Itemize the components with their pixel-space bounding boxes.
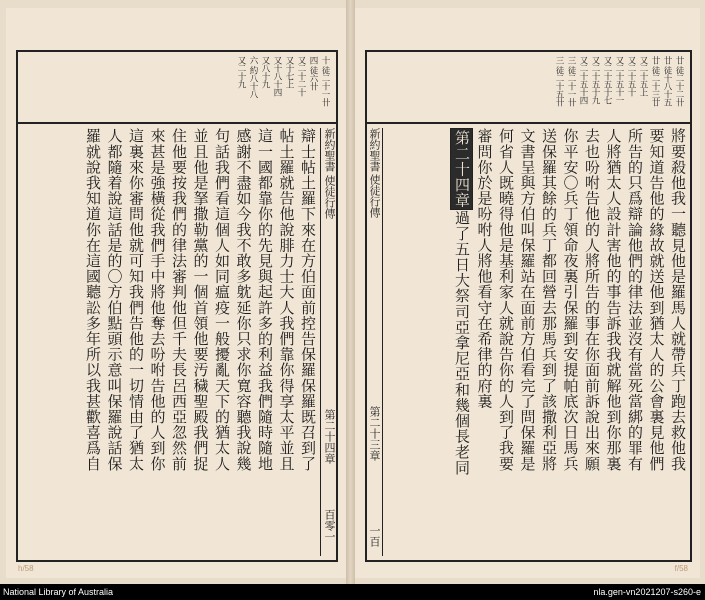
margin-note: 又十八十四 [272,56,282,96]
right-margin-notes [367,52,690,124]
book-name: 使徒行傳 [368,174,381,219]
text-column: 何省人既曉得他是基利家人就說告你的人到了我要 [497,128,515,472]
text-column: 送保羅其餘的兵丁都回營去那馬兵到了該撒利亞將 [540,128,558,472]
text-column: 第二十四章過了五日大祭司亞拿尼亞和幾個長老同 [450,128,474,556]
margin-note: 十 徒二十一卄 [320,56,330,107]
book-name: 使徒行傳 [323,174,336,219]
margin-note: 三 徒二十一卄 [566,56,576,107]
margin-note: 又二十五十九 [590,56,600,104]
margin-note: 又十七上 [284,56,294,88]
text-column: 住他要按我們的律法審判他但千夫長呂西亞忽然前 [170,128,188,472]
margin-note: 廿 徒十八十五 [662,56,672,107]
right-body-text [385,128,688,556]
text-column: 文書呈與方伯叫保羅站在面前方伯看完了問保羅是 [518,128,537,472]
margin-note: 又二十五十 [626,56,636,96]
left-page [6,8,346,578]
text-column: 這一國都靠你的先見與起許多的利益我們隨時隨地 [256,128,274,472]
text-column: 要知道告他的緣故就送他到猶太人的公會裏見他們 [647,128,666,472]
library-credit: National Library of Australia [3,587,114,597]
margin-note: 又二十五十四 [578,56,588,104]
left-body-text [20,128,318,556]
margin-note: 六 約八十八 [248,56,258,99]
text-column: 這裏來你審問他就可知我們告他的一切情由了猶太 [127,128,145,472]
text-column: 來甚是強橫從我們手中將他奪去吩咐告他的人到你 [148,128,167,472]
book-title: 新約聖書 [368,128,381,172]
text-column: 並且他是拏撒勒黨的一個首領他要汚穢聖殿我們捉 [191,128,210,472]
corner-mark: f/58 [674,564,688,573]
text-column: 句話我們看這個人如同瘟疫一般擾亂天下的猶太人 [213,128,231,472]
left-page-frame [16,50,338,562]
right-page-frame [365,50,692,562]
corner-mark: h/58 [18,564,34,573]
left-side-header [320,128,337,556]
text-column: 你平安〇兵丁領命夜裏引保羅到安提帕底次日馬兵 [561,128,580,472]
book-title: 新約聖書 [323,128,336,172]
chapter-heading-marker: 第二十四章 [450,128,474,210]
margin-note: 又二十五十一 [614,56,624,104]
margin-note: 廿 徒二十三廿 [650,56,660,107]
margin-note: 又八十九 [260,56,270,88]
book-gutter [346,0,355,584]
chapter-label: 第二十三章 [368,406,381,462]
text-column: 去也吩咐告他的人將所告的事在你面前訴說出來願 [583,128,601,472]
text-column: 將要殺他我一聽見他是羅馬人就帶兵丁跑去救他我 [669,128,687,472]
text-column: 羅就說我知道你在這國聽訟多年所以我甚歡喜爲自 [84,128,102,472]
text-column: 感謝不盡如今我不敢多躭延你只求你寬容聽我說幾 [234,128,253,472]
text-column: 審問你於是吩咐人將他看守在希律的府裏 [475,128,494,409]
margin-note: 又二十五上 [638,56,648,96]
text-column: 人都隨着說這話是的〇方伯點頭示意叫保羅說話保 [105,128,124,472]
margin-note: 廿 徒二十二卄 [674,56,684,107]
page-number: 一百 [368,525,381,548]
item-identifier: nla.gen-vn2021207-s260-e [593,587,701,597]
text-column: 帖土羅就告他說腓力士大人我們靠你得享太平並且 [277,128,296,472]
page-number: 百零一 [323,509,336,543]
text-column: 人將猶太人設計害他的事告訴我我就解他到你那裏 [604,128,623,472]
margin-note: 四 徒六卄 [308,56,318,91]
right-side-header [366,128,383,556]
margin-note: 三 徒二十五卄 [554,56,564,107]
right-page [355,8,700,578]
left-margin-notes [18,52,336,124]
margin-note: 又二十九 [236,56,246,88]
text-column: 所告的只爲辯論他們的律法並沒有當死當綁的罪有 [626,128,644,472]
footer-bar [0,584,705,600]
chapter-label: 第二十四章 [323,408,336,464]
margin-note: 又二十二十 [296,56,306,96]
text-column: 辯士帖土羅下來在方伯面前控告保羅保羅既召到了 [299,128,317,472]
margin-note: 又二十五十七 [602,56,612,104]
